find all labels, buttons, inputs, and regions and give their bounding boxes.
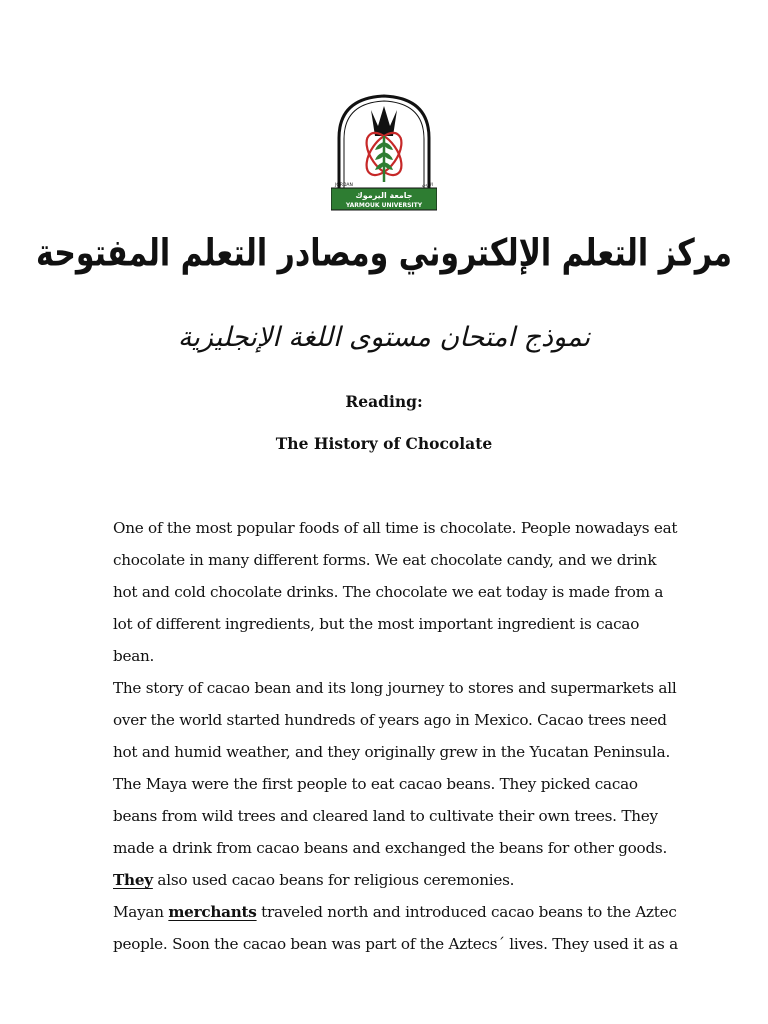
paragraph-4 — [113, 896, 683, 960]
paragraph-4-text-b: traveled north and introduced cacao beans to the Aztec people. Soon the cacao bean was part of the Aztecs´ lives. They used it as a — [113, 903, 678, 953]
paragraph-2: The story of cacao bean and its long journey to stores and supermarkets all over the world started hundreds of years ago in Mexico. Cacao trees need hot and humid weather, and they originally grew in the Yucatan Peninsula. — [113, 679, 677, 761]
paragraph-3-text-a: The Maya were the first people to eat cacao beans. They picked cacao beans from wild trees and cleared land to cultivate their own trees. They made a drink from cacao beans and exchanged the beans for other goods. — [113, 775, 668, 857]
paragraph-1: One of the most popular foods of all time is chocolate. People nowadays eat chocolate in many different forms. We eat chocolate candy, and we drink hot and cold chocolate drinks. The chocolate we eat today is made from a lot of different ingredients, but the most important ingredient is cacao bean. — [113, 519, 678, 665]
arabic-exam-subtitle: نموذج امتحان مستوى اللغة الإنجليزية — [177, 322, 591, 353]
arabic-center-title: مركز التعلم الإلكتروني ومصادر التعلم المفتوحة — [36, 231, 732, 276]
logo-crown-icon — [371, 106, 397, 136]
svg-text:YARMOUK UNIVERSITY: YARMOUK UNIVERSITY — [345, 202, 423, 209]
paragraph-3 — [113, 768, 683, 896]
paragraph-3-text-b: also used cacao beans for religious ceremonies. — [152, 871, 515, 889]
paragraph-4-text-a: Mayan — [113, 903, 169, 921]
underlined-word-merchants: merchants — [168, 903, 257, 921]
underlined-word-they: They — [113, 871, 153, 889]
university-logo — [331, 92, 437, 214]
svg-text:الأردن: الأردن — [421, 183, 433, 188]
svg-text:JORDAN: JORDAN — [335, 183, 353, 188]
passage-body — [113, 512, 683, 960]
section-label: Reading: — [345, 392, 423, 411]
svg-text:جامعة اليرموك: جامعة اليرموك — [355, 191, 413, 200]
passage-title: The History of Chocolate — [275, 434, 493, 453]
